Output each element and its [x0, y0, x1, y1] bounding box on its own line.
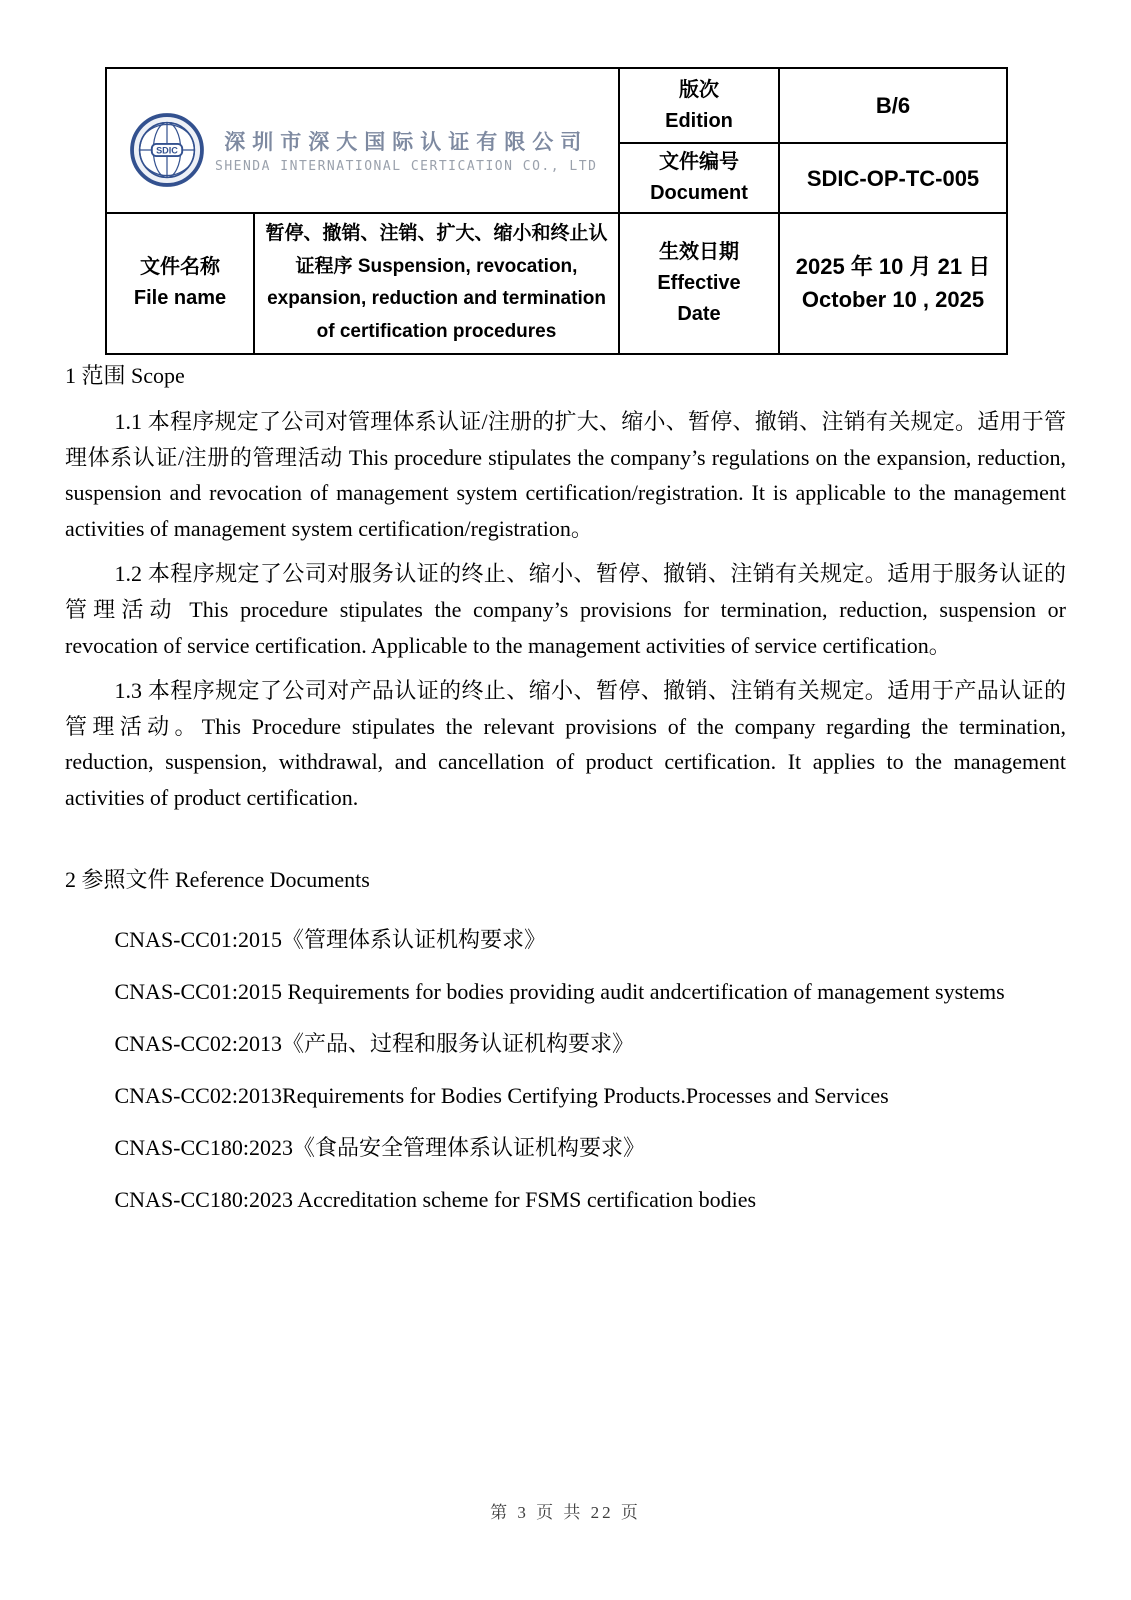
company-name-cn: 深圳市深大国际认证有限公司: [224, 130, 589, 154]
edition-label-cn: 版次: [679, 78, 719, 101]
page-number: 第 3 页 共 22 页: [490, 1503, 641, 1522]
document-number-label-cell: [619, 143, 779, 213]
file-name-label-cell: [106, 213, 254, 354]
document-number-label-en: Document: [650, 182, 748, 204]
file-name-label-en: File name: [133, 287, 227, 310]
logo-cell: [106, 68, 619, 213]
edition-label-en: Edition: [665, 109, 733, 132]
scope-paragraph-1-1: 1.1 本程序规定了公司对管理体系认证/注册的扩大、缩小、暂停、撤销、注销有关规定。适用于管理体系认证/注册的管理活动 This procedure stipulates the company’s regulations on the expansion, reduction, suspension and revocation of management system certification/registration. It is applicable to the management activities of management system certification/registration。: [65, 409, 1066, 541]
edition-value-cell: B/6: [779, 68, 1007, 143]
section-1-heading: 1 范围 Scope: [65, 363, 185, 388]
reference-list: [65, 914, 1066, 1226]
reference-item: CNAS-CC180:2023 Accreditation scheme for FSMS certification bodies: [114, 1186, 757, 1212]
effective-date-cn: 2025 年 10 月 21 日: [795, 254, 991, 280]
document-number-label-cn: 文件编号: [659, 151, 739, 173]
effective-date-label-en-2: Date: [677, 302, 721, 325]
document-number-value-cell: SDIC-OP-TC-005: [779, 143, 1007, 213]
document-body: [65, 358, 1066, 1226]
file-name-label-cn: 文件名称: [140, 256, 220, 279]
section-2-heading: 2 参照文件 Reference Documents: [65, 866, 370, 892]
effective-date-label-cell: [619, 213, 779, 354]
reference-item: CNAS-CC01:2015 Requirements for bodies providing audit andcertification of management systems: [114, 978, 1005, 1004]
emblem-sdic-text: SDIC: [156, 144, 178, 155]
document-header-table: [105, 67, 1008, 355]
scope-paragraph-1-2: 1.2 本程序规定了公司对服务认证的终止、缩小、暂停、撤销、注销有关规定。适用于服务认证的管理活动 This procedure stipulates the company’s provisions for termination, reduction, suspension or revocation of service certification. Applicable to the management activities of service certification。: [65, 561, 1066, 658]
effective-date-label-cn: 生效日期: [659, 240, 739, 263]
effective-date-value-cell: [779, 213, 1007, 354]
reference-item: CNAS-CC02:2013Requirements for Bodies Certifying Products.Processes and Services: [114, 1082, 889, 1108]
globe-emblem-icon: [129, 112, 205, 188]
scope-paragraph-1-3: 1.3 本程序规定了公司对产品认证的终止、缩小、暂停、撤销、注销有关规定。适用于产品认证的管理活动。This Procedure stipulates the relevant provisions of the company regarding the termination, reduction, suspension, withdrawal, and cancellation of product certification. It applies to the management activities of product certification.: [65, 678, 1066, 810]
company-name-en: SHENDA INTERNATIONAL CERTICATION CO., LTD: [215, 158, 598, 174]
edition-label-cell: [619, 68, 779, 143]
effective-date-label-en-1: Effective: [657, 271, 741, 294]
effective-date-en: October 10 , 2025: [801, 287, 985, 313]
reference-item: CNAS-CC01:2015《管理体系认证机构要求》: [114, 926, 546, 952]
file-name-value-cell: 暂停、撤销、注销、扩大、缩小和终止认证程序 Suspension, revocation, expansion, reduction and termination of certification procedures: [254, 213, 619, 354]
reference-item: CNAS-CC180:2023《食品安全管理体系认证机构要求》: [114, 1134, 645, 1160]
company-name-block: [215, 112, 597, 174]
reference-item: CNAS-CC02:2013《产品、过程和服务认证机构要求》: [114, 1030, 634, 1056]
company-logo: [117, 94, 608, 188]
